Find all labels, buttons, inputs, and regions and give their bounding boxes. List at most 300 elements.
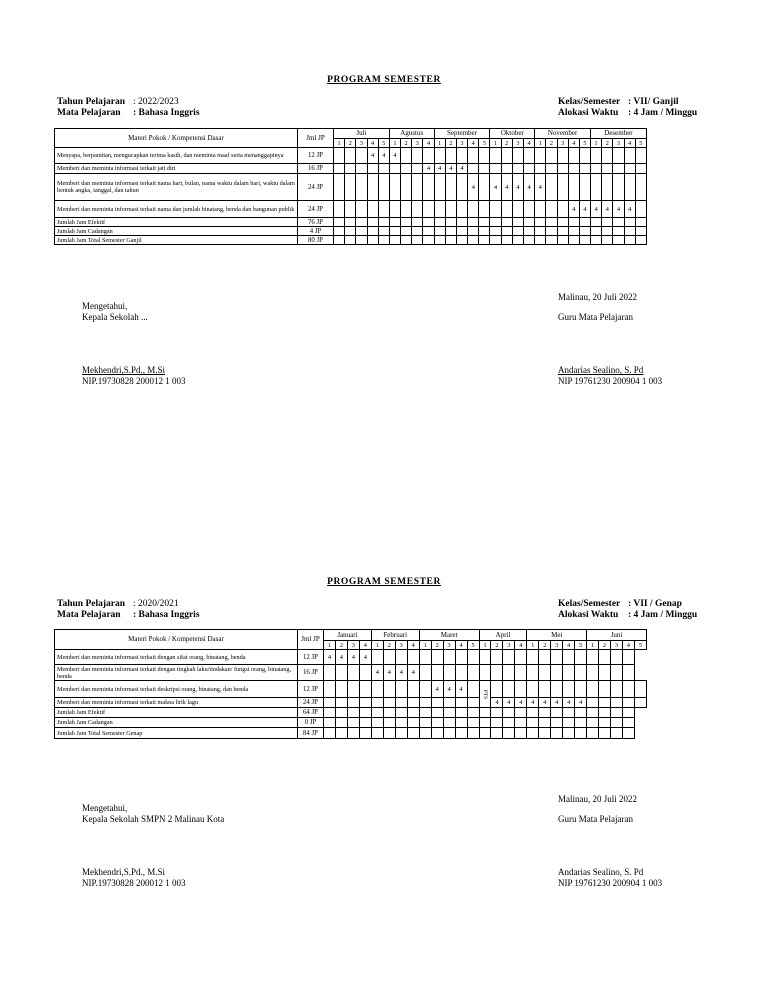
guru-title: Guru Mata Pelajaran [558,312,633,322]
week-cell [575,650,587,665]
week-cell [568,218,579,227]
week-cell [491,681,503,698]
week-cell [395,718,407,728]
month-header: Agustus [389,129,434,139]
week-cell [412,201,423,218]
week-cell [579,218,590,227]
meta-left [57,599,200,621]
week-cell [456,201,467,218]
week-cell [527,665,539,681]
week-cell [359,665,371,681]
materi-cell: Jumlah Jam Total Semester Ganjil [55,236,298,245]
table-row [55,681,647,698]
week-cell [479,174,490,201]
week-cell [634,698,646,708]
tahun-value: : 2022/2023 [133,97,179,107]
mapel-label: Mata Pelajaran [57,610,121,620]
week-number: 1 [591,139,602,148]
tahun-value: : 2020/2021 [133,599,179,609]
week-cell [611,698,623,708]
week-cell [602,148,613,164]
week-number: 4 [423,139,434,148]
week-cell [490,227,501,236]
meta-left [57,97,200,119]
week-number: 2 [539,641,551,650]
week-cell [624,148,635,164]
week-number: 3 [613,139,624,148]
month-header: Januari [324,630,372,641]
week-cell [602,218,613,227]
week-cell [557,236,568,245]
week-cell [412,236,423,245]
week-cell [527,650,539,665]
week-cell [423,148,434,164]
week-cell [407,650,419,665]
week-cell [456,227,467,236]
month-header: Desember [591,129,647,139]
week-cell [501,148,512,164]
week-cell [579,236,590,245]
week-cell [546,164,557,174]
kepala-title: Kepala Sekolah ... [82,312,148,322]
week-cell [623,681,635,698]
week-cell: 4 [434,164,445,174]
week-cell [359,681,371,698]
month-header: Juli [334,129,390,139]
week-cell [356,218,367,227]
week-cell [334,148,345,164]
jp-cell: 4 JP [298,227,334,236]
week-cell [434,148,445,164]
week-cell: 4 [395,665,407,681]
week-cell [575,728,587,739]
table-row [55,164,647,174]
week-cell [515,708,527,718]
week-cell [407,718,419,728]
week-cell [613,227,624,236]
week-cell [587,708,599,718]
week-cell [356,174,367,201]
week-cell [599,728,611,739]
header-materi: Materi Pokok / Kompetensi Dasar [55,630,298,650]
week-cell [635,174,646,201]
week-number: 4 [563,641,575,650]
kepala-name: Mekhendri,S.Pd., M.Si [82,867,166,877]
week-cell: 4 [491,698,503,708]
month-header: Juni [587,630,647,641]
week-cell [591,164,602,174]
week-cell [419,728,431,739]
week-number: 4 [623,641,635,650]
document-title: PROGRAM SEMESTER [327,577,441,587]
week-cell [591,218,602,227]
week-cell [611,681,623,698]
program-table [54,128,647,245]
week-cell [611,728,623,739]
week-cell [602,174,613,201]
week-cell: 4 [324,650,336,665]
week-cell [401,236,412,245]
week-cell [591,174,602,201]
week-cell [575,708,587,718]
week-cell [546,148,557,164]
week-cell [419,665,431,681]
week-cell [623,665,635,681]
week-cell [467,650,479,665]
week-number: 4 [455,641,467,650]
week-cell [347,708,359,718]
week-cell: 4 [378,148,389,164]
guru-nip: NIP 19761230 200904 1 003 [558,878,663,888]
week-cell [419,681,431,698]
week-cell [635,164,646,174]
week-cell: 4 [575,698,587,708]
week-cell [468,164,479,174]
week-cell [371,650,383,665]
week-cell [490,236,501,245]
week-cell [423,201,434,218]
week-cell [602,236,613,245]
week-cell [334,227,345,236]
week-cell [324,718,336,728]
week-cell [324,698,336,708]
week-number: 4 [515,641,527,650]
week-cell: 4 [523,174,534,201]
week-cell [527,681,539,698]
week-number: 1 [434,139,445,148]
meta-right [558,97,697,119]
week-cell [557,148,568,164]
week-cell [512,236,523,245]
week-cell [557,201,568,218]
week-cell: 4 [347,650,359,665]
week-cell [613,148,624,164]
week-cell [490,218,501,227]
week-number: 3 [503,641,515,650]
week-cell [535,148,546,164]
month-header: Maret [419,630,479,641]
week-number: 1 [389,139,400,148]
week-cell [407,698,419,708]
week-cell [527,728,539,739]
week-number: 1 [527,641,539,650]
tahun-label: Tahun Pelajaran [57,599,126,609]
week-number: 4 [407,641,419,650]
week-cell [512,164,523,174]
week-cell [419,698,431,708]
week-cell [599,681,611,698]
week-cell [535,236,546,245]
week-cell [568,164,579,174]
table-row [55,218,647,227]
week-cell [527,718,539,728]
week-cell [575,718,587,728]
week-cell [491,718,503,728]
week-cell: 4 [468,174,479,201]
week-cell [579,174,590,201]
week-cell [367,227,378,236]
header-jml-jp: Jml JP [298,630,324,650]
program-table [54,629,647,739]
week-number: 5 [634,641,646,650]
week-number: 2 [445,139,456,148]
table-row [55,227,647,236]
week-cell [324,681,336,698]
week-cell [546,174,557,201]
week-number: 5 [635,139,646,148]
week-cell [523,148,534,164]
week-cell [412,218,423,227]
guru-name: Andarias Sealino, S. Pd [558,867,644,877]
jp-cell: 12 JP [298,148,334,164]
week-cell [501,201,512,218]
week-cell [455,650,467,665]
jp-cell: 64 JP [298,708,324,718]
week-cell: 4 [389,148,400,164]
week-cell [479,728,491,739]
week-cell: 4 [407,665,419,681]
week-cell [423,236,434,245]
week-cell [389,218,400,227]
week-cell [501,227,512,236]
week-cell [443,708,455,718]
week-number: 1 [334,139,345,148]
week-cell [535,227,546,236]
kelas-label: Kelas/Semester [558,599,621,609]
week-cell [359,728,371,739]
materi-cell: Memberi dan meminta informasi terkait dengan sifat orang, binatang, benda [55,650,298,665]
week-cell: 4 [527,698,539,708]
week-number: 1 [535,139,546,148]
week-cell [557,164,568,174]
week-cell [613,218,624,227]
week-cell [468,227,479,236]
week-cell [635,227,646,236]
week-number: 4 [468,139,479,148]
week-cell: 4 [431,681,443,698]
jp-cell: 16 JP [298,665,324,681]
week-cell [443,665,455,681]
week-cell [501,218,512,227]
week-cell [389,164,400,174]
week-cell [431,698,443,708]
week-cell [503,728,515,739]
week-cell [401,148,412,164]
week-cell [443,718,455,728]
alokasi-value: : 4 Jam / Minggu [628,610,698,620]
week-cell [546,201,557,218]
week-cell [445,148,456,164]
header-jml-jp: Jml JP [298,129,334,148]
week-number: 4 [624,139,635,148]
week-cell [407,708,419,718]
week-cell [512,218,523,227]
week-cell [468,148,479,164]
week-number: 2 [431,641,443,650]
month-header: Februari [371,630,419,641]
materi-cell: Jumlah Jam Efektif [55,218,298,227]
week-cell [395,708,407,718]
document-title: PROGRAM SEMESTER [327,75,441,85]
week-cell: 4 [367,148,378,164]
week-cell [579,148,590,164]
materi-cell: Jumlah Jam Total Semester Genap [55,728,298,739]
week-cell [523,164,534,174]
week-cell [602,227,613,236]
week-cell [551,681,563,698]
week-cell [401,227,412,236]
week-cell [568,227,579,236]
week-cell [378,218,389,227]
week-cell [371,698,383,708]
month-header: September [434,129,490,139]
week-cell [467,708,479,718]
week-cell [527,708,539,718]
week-cell [591,227,602,236]
kepala-nip: NIP.19730828 200012 1 003 [82,878,186,888]
week-cell [568,236,579,245]
kepala-nip: NIP.19730828 200012 1 003 [82,376,186,386]
week-cell [624,218,635,227]
week-cell [546,218,557,227]
week-cell [345,236,356,245]
week-number: 4 [568,139,579,148]
week-number: 3 [356,139,367,148]
week-cell [563,650,575,665]
week-cell [468,201,479,218]
week-cell [611,708,623,718]
week-cell [401,201,412,218]
alokasi-value: : 4 Jam / Minggu [628,108,698,118]
week-cell [591,148,602,164]
week-cell [371,728,383,739]
week-cell [579,227,590,236]
materi-cell: Jumlah Jam Cadangan [55,227,298,236]
mengetahui-label: Mengetahui, [82,301,128,311]
week-number: 1 [419,641,431,650]
tahun-label: Tahun Pelajaran [57,97,126,107]
week-cell [378,227,389,236]
week-cell [434,201,445,218]
week-cell [587,650,599,665]
guru-nip: NIP 19761230 200904 1 003 [558,376,663,386]
week-cell: 4 [563,698,575,708]
week-number: 1 [490,139,501,148]
week-cell [455,665,467,681]
week-cell [568,148,579,164]
week-cell: 4 [591,201,602,218]
week-cell [563,708,575,718]
week-cell [445,236,456,245]
week-cell [467,698,479,708]
week-cell [623,728,635,739]
week-cell [455,698,467,708]
table-row [55,728,647,739]
week-cell [345,227,356,236]
week-cell [611,718,623,728]
week-cell: 4 [539,698,551,708]
week-number: 5 [479,139,490,148]
week-cell [587,665,599,681]
week-number: 5 [575,641,587,650]
week-cell: 4 [455,681,467,698]
week-cell [602,164,613,174]
materi-cell: Memberi dan meminta informasi terkait nama dan jumlah binatang, benda dan bangunan publik [55,201,298,218]
week-cell: 4 [359,650,371,665]
kelas-value: : VII / Genap [628,599,682,609]
month-header: April [479,630,527,641]
week-cell [347,718,359,728]
week-number: 1 [324,641,336,650]
week-cell: 4 [501,174,512,201]
alokasi-label: Alokasi Waktu [558,108,619,118]
week-cell [539,681,551,698]
week-cell [624,174,635,201]
week-cell [563,665,575,681]
jp-cell: 12 JP [298,681,324,698]
week-cell [468,218,479,227]
week-cell [423,174,434,201]
week-cell [563,728,575,739]
week-cell [635,148,646,164]
week-number: 4 [523,139,534,148]
week-cell [479,650,491,665]
week-number: 3 [611,641,623,650]
jp-cell: 12 JP [298,650,324,665]
kelas-label: Kelas/Semester [558,97,621,107]
week-cell [431,728,443,739]
week-cell [467,718,479,728]
week-cell [539,650,551,665]
week-cell [557,174,568,201]
week-cell [407,728,419,739]
week-cell [551,708,563,718]
week-cell [515,728,527,739]
month-header: November [535,129,591,139]
week-cell [512,227,523,236]
week-cell [347,728,359,739]
week-cell [445,227,456,236]
week-cell [599,708,611,718]
week-cell [345,148,356,164]
table-row [55,698,647,708]
materi-cell: Memberi dan meminta informasi terkait makna lirik lagu [55,698,298,708]
week-cell [539,718,551,728]
week-cell [359,698,371,708]
week-cell [479,718,491,728]
week-cell [395,650,407,665]
week-cell [467,665,479,681]
week-cell [479,236,490,245]
week-cell [467,728,479,739]
jp-cell: 76 JP [298,218,334,227]
week-cell [523,227,534,236]
week-number: 3 [347,641,359,650]
jp-cell: 0 JP [298,718,324,728]
mapel-value: : Bahasa Inggris [133,610,200,620]
week-cell [335,665,347,681]
week-cell [456,218,467,227]
week-cell [535,164,546,174]
week-cell [334,164,345,174]
week-cell [455,708,467,718]
week-cell [551,718,563,728]
week-cell [579,164,590,174]
week-cell: 4 [503,698,515,708]
week-cell [512,201,523,218]
week-cell [623,708,635,718]
week-cell [395,698,407,708]
